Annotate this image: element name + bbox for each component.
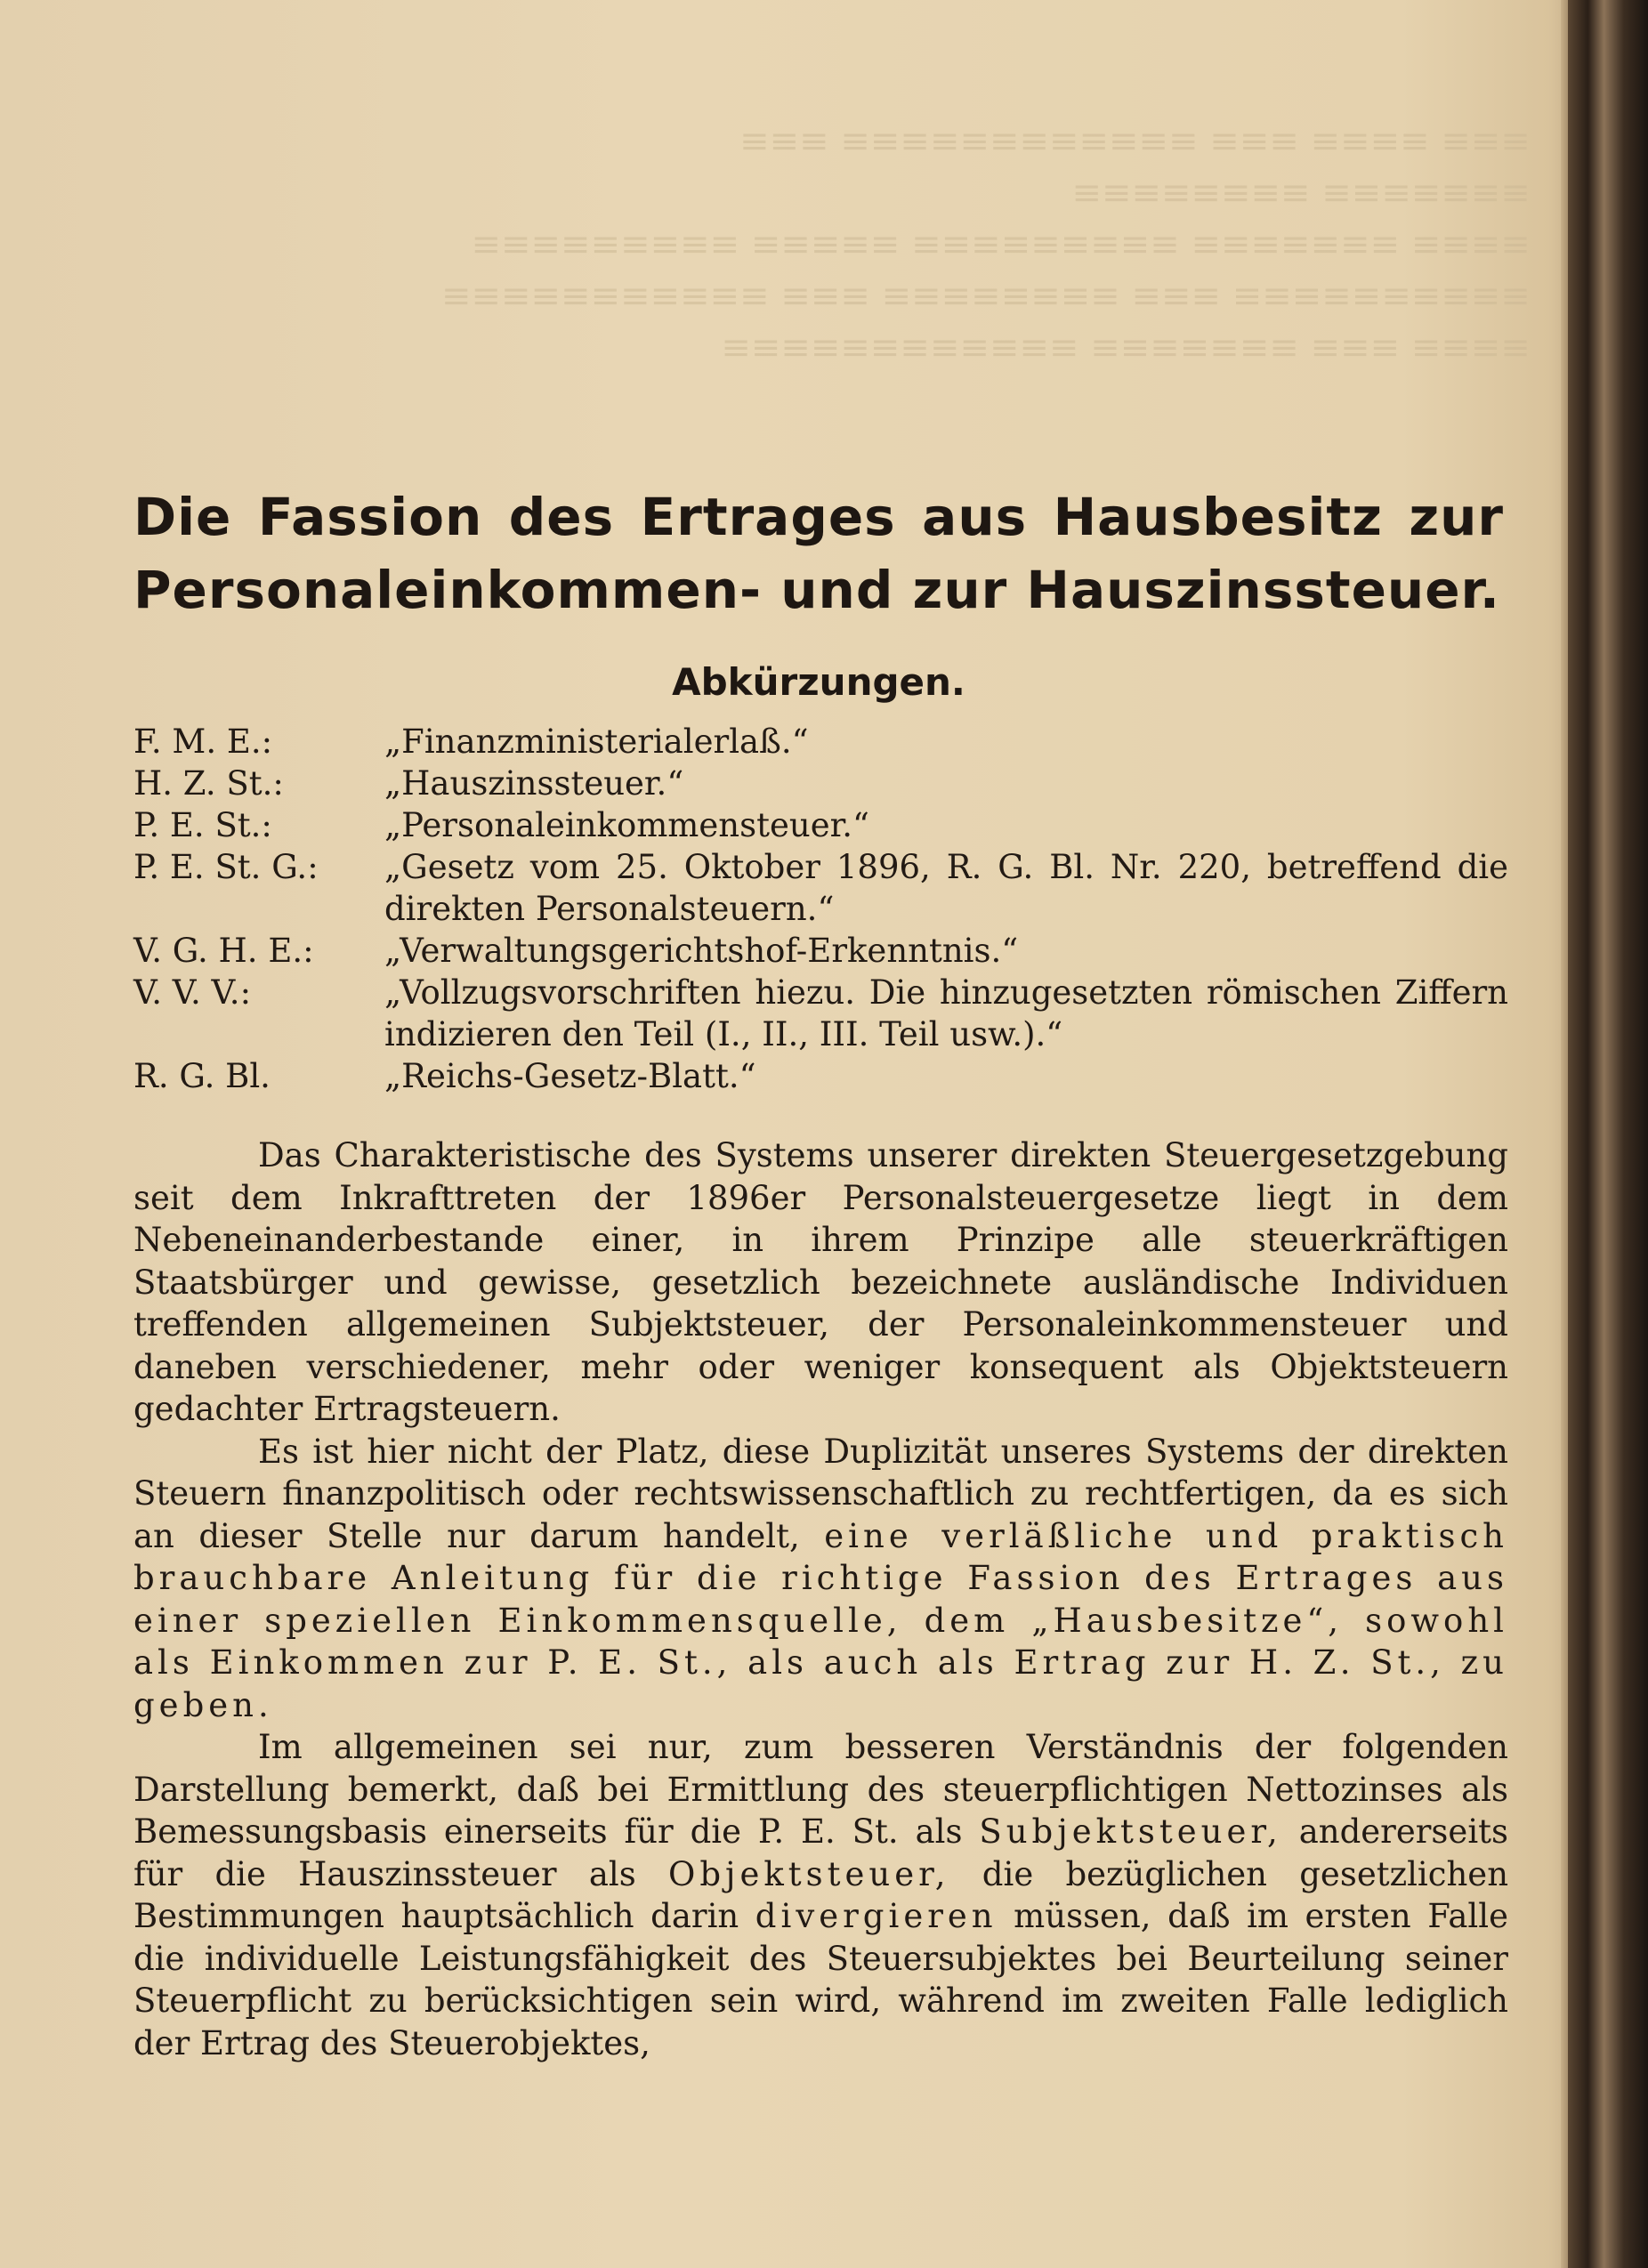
abbreviation-key: P. E. St.: (133, 806, 272, 844)
page-title: Die Fassion des Ertrages aus Hausbesitz zur Personaleinkommen- und zur Hauszinssteuer. (133, 487, 1504, 620)
emphasis-divergieren: divergieren (755, 1897, 998, 1935)
paragraph-1 (133, 1134, 1508, 1431)
paragraph-3-text-b: andererseits für die Hauszinssteuer als (133, 1812, 1509, 1893)
abbreviation-value: „Reichs-Gesetz-Blatt.“ (384, 1057, 756, 1095)
paragraph-2-text: Es ist hier nicht der Platz, diese Duplizität unseres Systems der direkten Steuern finanzpolitisch oder rechtswissenschaftlich zu rechtfertigen, da es sich an dieser Stelle nur darum handelt, (133, 1432, 1508, 1555)
emphasis-objektsteuer: Objektsteuer, (667, 1854, 950, 1893)
bleed-through-text: ≡≡≡ ≡≡≡≡ ≡≡≡ ≡≡≡≡≡≡≡≡≡≡≡≡ ≡≡≡ ≡≡≡≡≡≡≡ ≡≡≡≡≡≡≡≡ ≡≡≡≡ ≡≡≡≡≡≡≡ ≡≡≡≡≡≡≡≡≡ ≡≡≡≡≡ ≡≡≡≡≡≡≡≡≡ ≡≡≡≡≡≡≡≡≡≡ ≡≡≡ ≡≡≡≡≡≡≡≡ ≡≡≡ ≡≡≡≡≡≡≡≡≡≡≡ ≡≡≡≡ ≡≡≡ ≡≡≡≡≡≡≡ ≡≡≡≡≡≡≡≡≡≡≡≡ (441, 121, 1531, 368)
paragraph-1-text: Das Charakteristische des Systems unserer direkten Steuergesetzgebung seit dem Inkrafttreten der 1896er Personalsteuergesetze liegt in dem Nebeneinanderbestande einer, in ihrem Prinzipe alle steuerkräftigen Staatsbürger und gewisse, gesetzlich bezeichnete ausländische Individuen treffenden allgemeinen Subjektsteuer, der Personaleinkommensteuer und daneben verschiedener, mehr oder weniger konsequent als Objektsteuern gedachter Ertragsteuern. (133, 1136, 1508, 1428)
paragraph-3 (133, 1726, 1508, 2064)
abbreviation-key: P. E. St. G.: (133, 848, 319, 886)
abbreviation-value: „Vollzugsvorschriften hiezu. Die hinzugesetzten römischen Ziffern indizieren den Teil (I., II., III. Teil usw.).“ (384, 973, 1508, 1053)
paragraph-3-text-a: Im allgemeinen sei nur, zum besseren Verständnis der folgenden Darstellung bemerkt, daß bei Ermittlung des steuerpflichtigen Nettozinses als Bemessungsbasis einerseits für die P. E. St. als (133, 1728, 1508, 1851)
abbreviation-key: F. M. E.: (133, 722, 273, 761)
paragraph-3-text-c: die bezüglichen gesetzlichen Bestimmungen hauptsächlich darin (133, 1854, 1509, 1935)
abbreviation-key: R. G. Bl. (133, 1057, 271, 1095)
paragraph-2-spaced-text: eine verläßliche und praktisch brauchbare Anleitung für die richtige Fassion des Ertrages aus einer speziellen Einkommensquelle, dem „Hausbesitze“, sowohl als Einkommen zur P. E. St., als auch als Ertrag zur H. Z. St., zu geben. (133, 1516, 1508, 1724)
abbreviation-row (133, 930, 1508, 972)
abbreviation-value: „Hauszinssteuer.“ (384, 764, 684, 803)
abbreviation-value: „Gesetz vom 25. Oktober 1896, R. G. Bl. Nr. 220, betreffend die direkten Personalsteuern.“ (384, 848, 1508, 928)
abbreviation-value: „Finanzministerialerlaß.“ (384, 722, 809, 761)
abbreviation-key: V. V. V.: (133, 973, 252, 1012)
book-spine (1568, 0, 1648, 2268)
abbreviation-value: „Personaleinkommensteuer.“ (384, 806, 869, 844)
abbreviation-key: V. G. H. E.: (133, 932, 314, 970)
abbreviation-row (133, 972, 1508, 1055)
abbreviations-list (133, 721, 1508, 1097)
paragraph-3-text-d: müssen, daß im ersten Falle die individuelle Leistungsfähigkeit des Steuersubjektes bei Beurteilung seiner Steuerpflicht zu berücksichtigen sein wird, während im zweiten Falle lediglich der Ertrag des Steuerobjektes, (133, 1897, 1508, 2062)
abbreviation-row (133, 721, 1508, 763)
abbreviations-heading: Abkürzungen. (672, 660, 965, 704)
body-text (133, 1134, 1508, 2064)
paragraph-2 (133, 1431, 1508, 1727)
abbreviation-row (133, 1055, 1508, 1097)
abbreviation-row (133, 846, 1508, 930)
emphasis-subjektsteuer: Subjektsteuer, (979, 1812, 1282, 1851)
abbreviation-value: „Verwaltungsgerichtshof-Erkenntnis.“ (384, 932, 1019, 970)
abbreviation-key: H. Z. St.: (133, 764, 284, 803)
abbreviation-row (133, 804, 1508, 846)
abbreviation-row (133, 763, 1508, 804)
